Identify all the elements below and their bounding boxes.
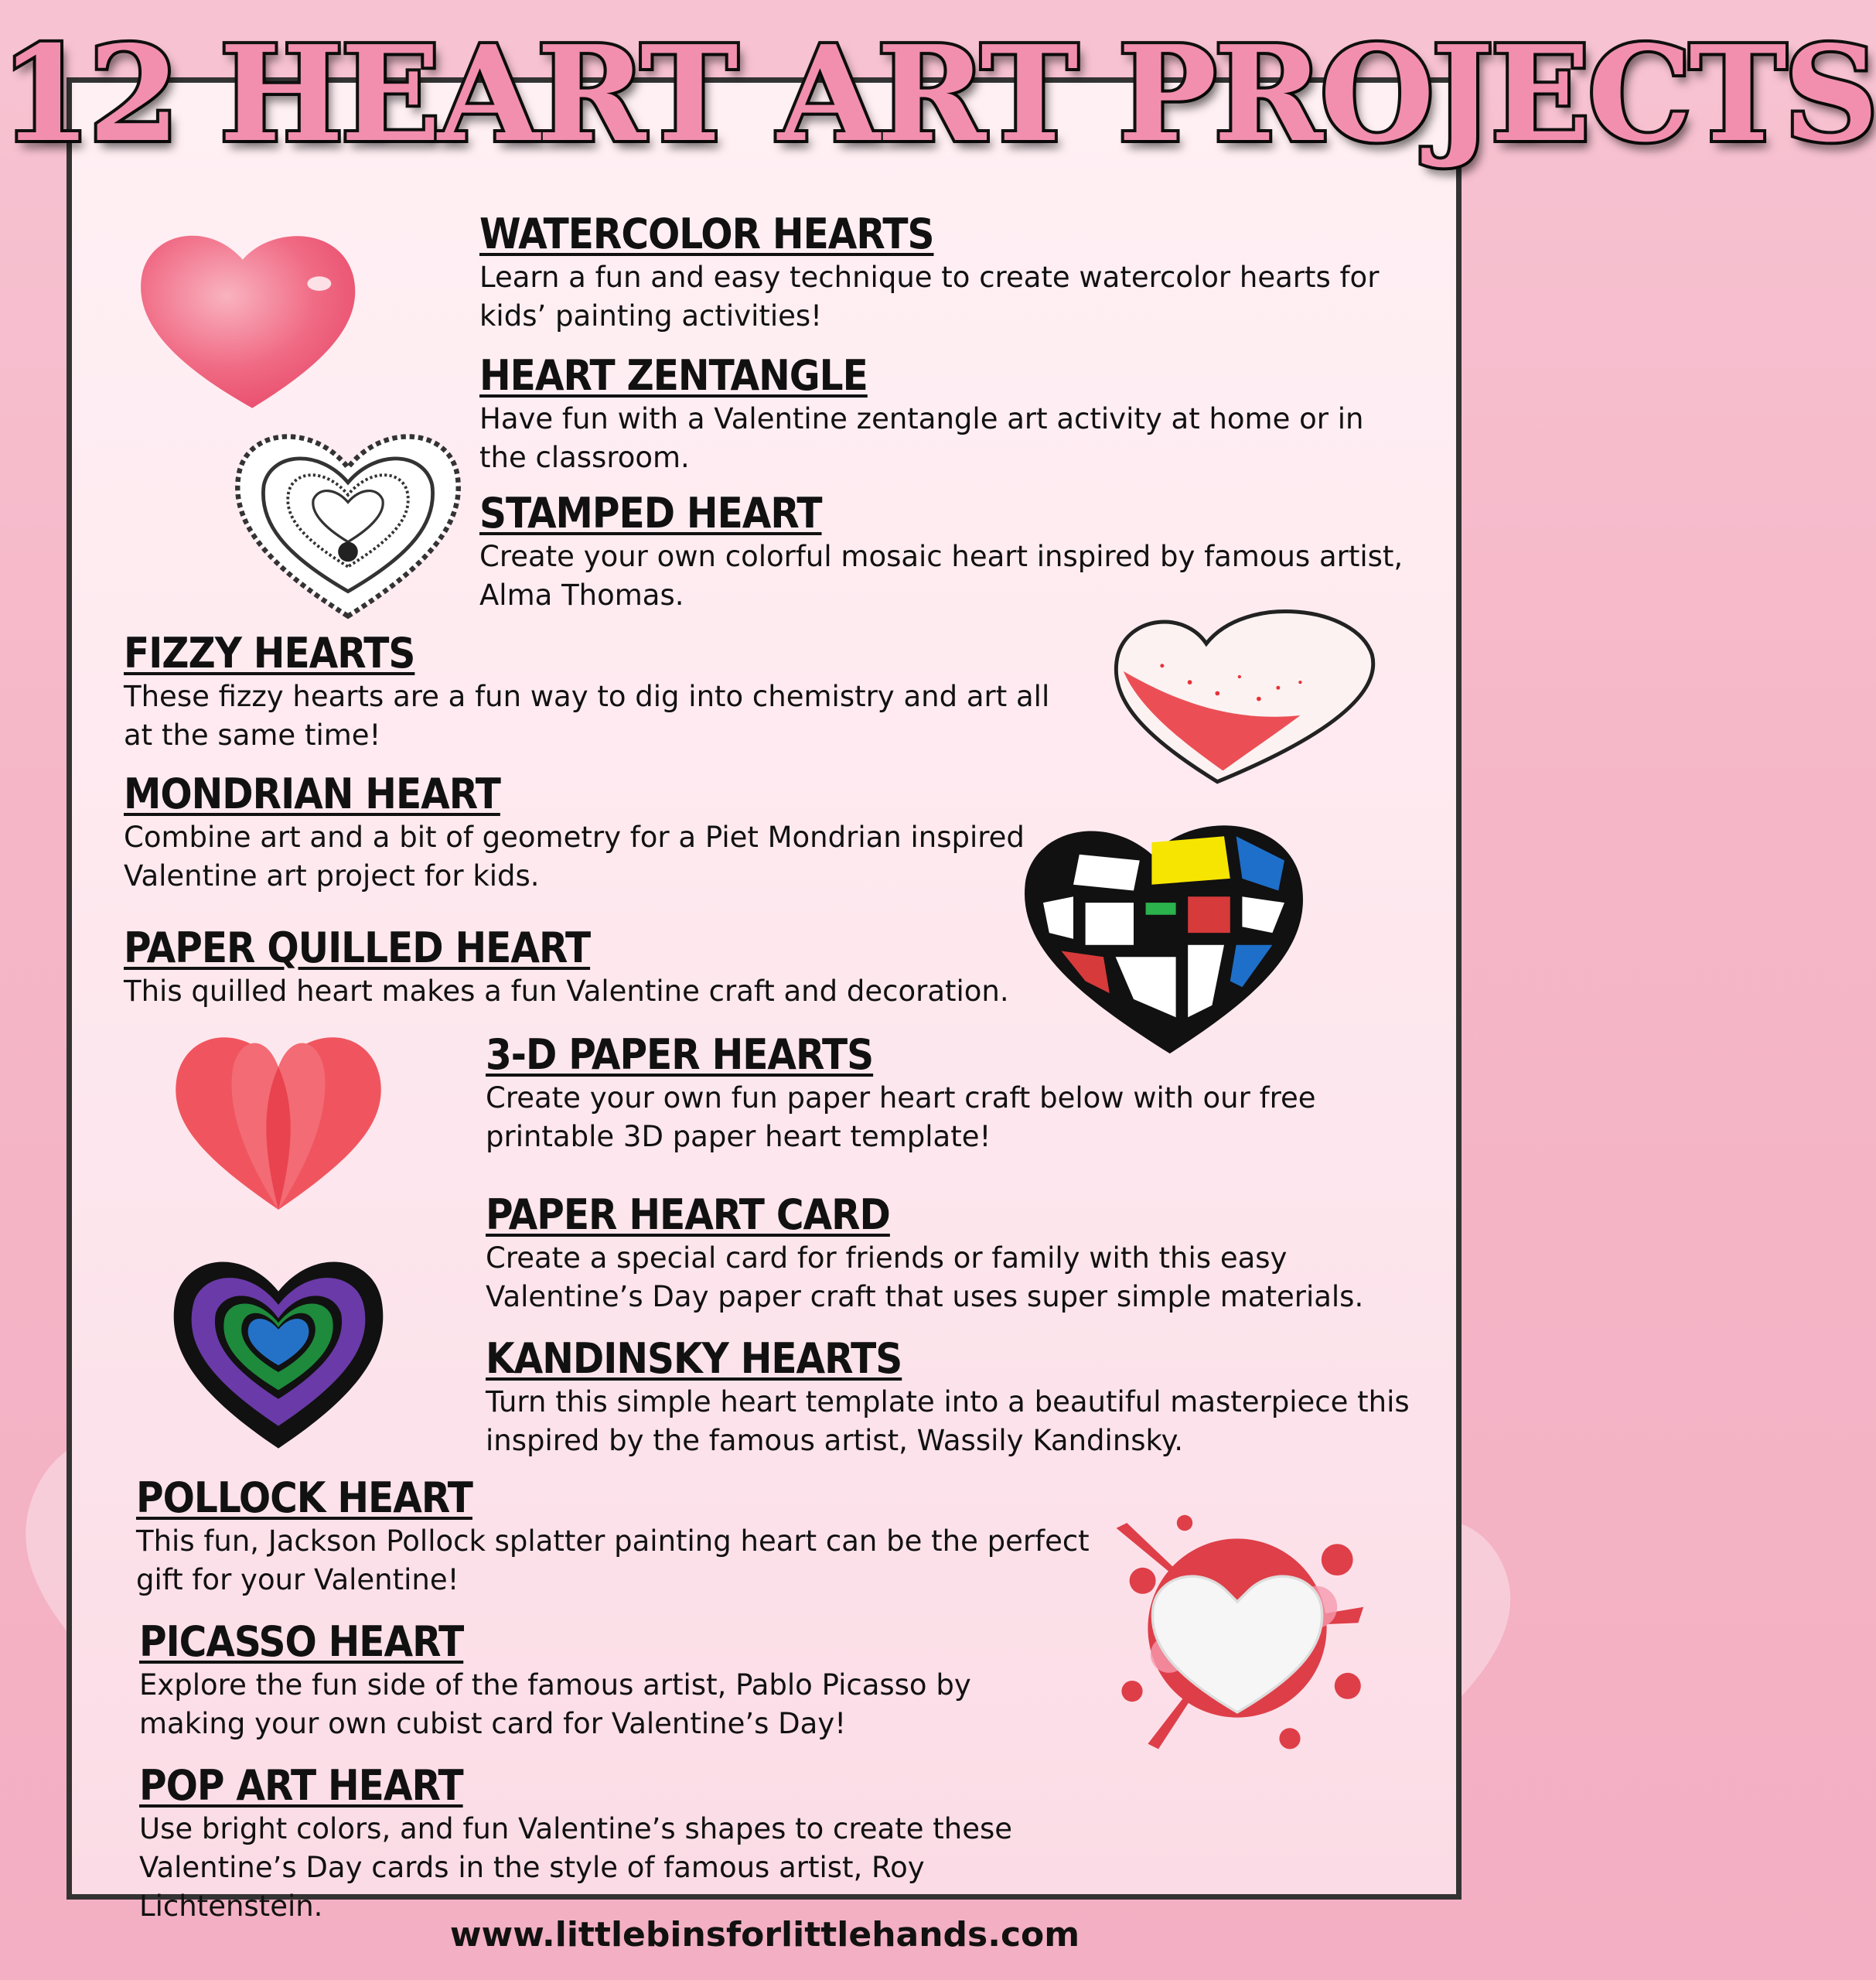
project-description: Turn this simple heart template into a beautiful masterpiece this inspired by the famous artist, Wassily Kandinsky. <box>486 1385 1410 1457</box>
splatter-heart-icon <box>1106 1500 1369 1756</box>
page-title: 12 HEART ART PROJECTS <box>0 17 1876 172</box>
project-description: Create a special card for friends or family with this easy Valentine’s Day paper craft that uses super simple materials. <box>486 1241 1364 1313</box>
project-description: These fizzy hearts are a fun way to dig into chemistry and art all at the same time! <box>124 680 1050 752</box>
project-item-watercolor-hearts <box>479 210 1392 336</box>
project-title[interactable]: POP ART HEART <box>139 1761 463 1810</box>
project-item-paper-quilled-heart <box>124 924 1052 1011</box>
project-item-fizzy-hearts <box>124 630 1052 755</box>
project-description: This fun, Jackson Pollock splatter painting heart can be the perfect gift for your Valentine! <box>136 1524 1090 1596</box>
website-url[interactable]: www.littlebinsforlittlehands.com <box>449 1915 1080 1954</box>
project-item-3d-paper-hearts <box>486 1031 1336 1156</box>
project-description: This quilled heart makes a fun Valentine craft and decoration. <box>124 975 1009 1008</box>
3d-paper-heart-icon <box>162 1021 394 1214</box>
project-item-mondrian-heart <box>124 770 1036 896</box>
project-title[interactable]: PAPER HEART CARD <box>486 1190 890 1239</box>
project-description: Create your own fun paper heart craft below with our free printable 3D paper heart template! <box>486 1081 1316 1153</box>
zentangle-heart-icon <box>224 418 472 626</box>
project-title[interactable]: POLLOCK HEART <box>136 1473 472 1522</box>
project-item-paper-heart-card <box>486 1191 1398 1316</box>
project-item-pop-art-heart <box>139 1762 1114 1926</box>
project-title[interactable]: MONDRIAN HEART <box>124 770 500 818</box>
project-title[interactable]: STAMPED HEART <box>479 489 822 538</box>
fizzy-heart-icon <box>1106 599 1384 793</box>
project-item-pollock-heart <box>136 1474 1095 1599</box>
project-item-stamped-heart <box>479 490 1407 615</box>
project-title[interactable]: PICASSO HEART <box>139 1617 464 1666</box>
project-description: Explore the fun side of the famous artist, Pablo Picasso by making your own cubist card for Valentine’s Day! <box>139 1668 971 1740</box>
project-title[interactable]: WATERCOLOR HEARTS <box>479 210 934 258</box>
project-description: Use bright colors, and fun Valentine’s shapes to create these Valentine’s Day cards in the style of famous artist, Roy Lichtenstein. <box>139 1812 1013 1923</box>
project-title[interactable]: KANDINSKY HEARTS <box>486 1334 902 1383</box>
project-title[interactable]: HEART ZENTANGLE <box>479 351 868 400</box>
project-description: Learn a fun and easy technique to create watercolor hearts for kids’ painting activities! <box>479 261 1380 333</box>
project-title[interactable]: 3-D PAPER HEARTS <box>486 1030 874 1079</box>
concentric-heart-icon <box>166 1245 391 1454</box>
project-description: Create your own colorful mosaic heart inspired by famous artist, Alma Thomas. <box>479 540 1404 612</box>
watercolor-heart-icon <box>124 217 371 418</box>
project-item-heart-zentangle <box>479 352 1407 477</box>
project-description: Have fun with a Valentine zentangle art activity at home or in the classroom. <box>479 402 1364 474</box>
project-title[interactable]: FIZZY HEARTS <box>124 629 415 678</box>
project-title[interactable]: PAPER QUILLED HEART <box>124 923 591 972</box>
project-description: Combine art and a bit of geometry for a Piet Mondrian inspired Valentine art project for kids. <box>124 821 1025 893</box>
mondrian-heart-icon <box>1013 812 1315 1060</box>
project-item-picasso-heart <box>139 1618 1052 1743</box>
project-item-kandinsky-hearts <box>486 1335 1414 1460</box>
